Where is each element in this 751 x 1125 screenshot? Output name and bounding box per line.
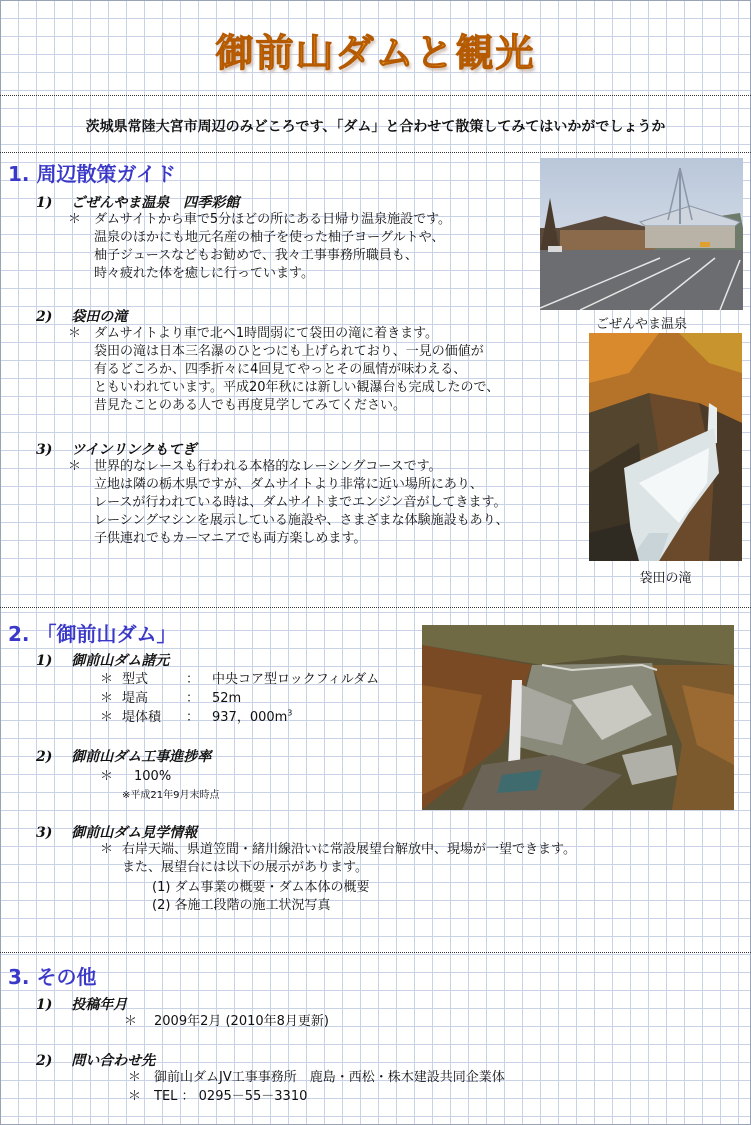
- spec-row-height: [100, 687, 241, 706]
- spec-value: 52m: [212, 691, 242, 706]
- bullet-asterisk: ＊: [68, 212, 82, 227]
- bullet-asterisk: ＊: [68, 459, 82, 474]
- section1-item3-heading: [36, 439, 196, 459]
- item-number: 1): [36, 653, 53, 669]
- spec-value: 937，000m: [212, 710, 288, 725]
- section3-item1-heading: [36, 994, 127, 1014]
- bullet-asterisk: ＊: [100, 691, 114, 706]
- bullet-asterisk: ＊: [68, 326, 82, 341]
- body-line: レーシングマシンを展示している施設や、さまざまな体験施設もあり、: [94, 513, 509, 528]
- posted-date: 2009年2月 (2010年8月更新): [154, 1014, 329, 1029]
- item-heading: 投稿年月: [71, 997, 128, 1013]
- body-line: 有るどころか、四季折々に4回見てやっとその風情が味わえる、: [94, 362, 467, 377]
- item-heading: 御前山ダム見学情報: [71, 825, 198, 841]
- section2-item2-heading: [36, 746, 211, 766]
- contact-office: 御前山ダムJV工事事務所 鹿島・西松・株木建設共同企業体: [154, 1070, 505, 1085]
- bullet-asterisk: ＊: [128, 1070, 142, 1085]
- spec-label: 堤高: [122, 691, 149, 706]
- body-line: ともいわれています。平成20年秋には新しい観瀑台も完成したので、: [94, 380, 500, 395]
- divider: [0, 607, 751, 608]
- dam-photo: [422, 625, 734, 810]
- body-line: 袋田の滝は日本三名瀑のひとつにも上げられており、一見の価値が: [94, 344, 484, 359]
- body-line: また、展望台には以下の展示があります。: [122, 860, 368, 875]
- bullet-asterisk: ＊: [128, 1089, 142, 1104]
- item-number: 3): [36, 825, 53, 841]
- section1-item1-heading: [36, 192, 239, 212]
- spec-separator: ：: [186, 672, 200, 687]
- item-heading: 御前山ダム工事進捗率: [71, 749, 212, 765]
- body-line: ダムサイトから車で5分ほどの所にある日帰り温泉施設です。: [94, 212, 452, 227]
- section1-item1-body: [94, 211, 451, 283]
- section3-title: 3. その他: [8, 965, 97, 989]
- exhibit-item: (2) 各施工段階の施工状況写真: [152, 898, 331, 913]
- section3-item2-heading: [36, 1050, 155, 1070]
- item-number: 2): [36, 749, 53, 765]
- body-line: 温泉のほかにも地元名産の柚子を使った柚子ヨーグルトや、: [94, 230, 445, 245]
- section2-title: 2. 「御前山ダム」: [8, 622, 177, 646]
- spec-value: 中央コア型ロックフィルダム: [212, 672, 380, 687]
- spec-separator: ：: [186, 691, 200, 706]
- body-line: 子供連れでもカーマニアでも両方楽しめます。: [94, 531, 367, 546]
- section1-title: 1. 周辺散策ガイド: [8, 162, 176, 186]
- item-number: 1): [36, 997, 53, 1013]
- section1-item2-body: [94, 325, 499, 415]
- progress-note: ※平成21年9月末時点: [122, 790, 220, 801]
- item-number: 2): [36, 1053, 53, 1069]
- section2-item1-heading: [36, 650, 169, 670]
- bullet-asterisk: ＊: [100, 769, 114, 784]
- divider: [0, 952, 751, 953]
- body-line: 柚子ジュースなどもお勧めで、我々工事事務所職員も、: [94, 248, 418, 263]
- body-line: 世界的なレースも行われる本格的なレーシングコースです。: [94, 459, 442, 474]
- item-number: 1): [36, 195, 53, 211]
- onsen-photo-caption: ごぜんやま温泉: [595, 317, 687, 332]
- spec-separator: ：: [186, 710, 200, 725]
- item-heading: ごぜんやま温泉 四季彩館: [71, 195, 240, 211]
- superscript: 3: [287, 708, 293, 718]
- waterfall-photo: [589, 333, 742, 561]
- waterfall-photo-caption: 袋田の滝: [639, 571, 692, 586]
- spec-row-type: [100, 668, 379, 687]
- section2-item3-heading: [36, 822, 197, 842]
- body-line: 昔見たことのある人でも再度見学してみてください。: [94, 398, 407, 413]
- item-heading: 問い合わせ先: [71, 1053, 156, 1069]
- bullet-asterisk: ＊: [100, 710, 114, 725]
- body-line: レースが行われている時は、ダムサイトまでエンジン音がしてきます。: [94, 495, 507, 510]
- exhibit-list: [152, 879, 370, 915]
- item-number: 3): [36, 442, 53, 458]
- onsen-photo: [540, 158, 743, 310]
- spec-label: 堤体積: [122, 710, 162, 725]
- item-heading: 御前山ダム諸元: [71, 653, 170, 669]
- bullet-asterisk: ＊: [100, 672, 114, 687]
- body-line: 右岸天端、県道笠間・緒川線沿いに常設展望台解放中、現場が一望できます。: [122, 842, 576, 857]
- section2-item3-body: [122, 841, 576, 877]
- divider: [0, 95, 751, 96]
- section1-item3-body: [94, 458, 509, 548]
- exhibit-item: (1) ダム事業の概要・ダム本体の概要: [152, 880, 370, 895]
- progress-value: 100%: [134, 769, 172, 784]
- spec-label: 型式: [122, 672, 149, 687]
- item-heading: 袋田の滝: [71, 309, 128, 325]
- section1-item2-heading: [36, 306, 127, 326]
- item-heading: ツインリンクもてぎ: [71, 442, 197, 458]
- bullet-asterisk: ＊: [124, 1014, 138, 1029]
- contact-phone: TEL ： 0295－55－3310: [154, 1089, 308, 1104]
- body-line: 時々疲れた体を癒しに行っています。: [94, 266, 314, 281]
- divider: [0, 152, 751, 153]
- body-line: 立地は隣の栃木県ですが、ダムサイトより非常に近い場所にあり、: [94, 477, 483, 492]
- body-line: ダムサイトより車で北へ1時間弱にて袋田の滝に着きます。: [94, 326, 439, 341]
- progress-row: [100, 765, 171, 784]
- page-title: 御前山ダムと観光: [215, 31, 536, 75]
- bullet-asterisk: ＊: [100, 842, 114, 857]
- item-number: 2): [36, 309, 53, 325]
- intro-text: 茨城県常陸大宮市周辺のみどころです、「ダム」と合わせて散策してみてはいかがでしょうか: [85, 119, 666, 135]
- spec-row-volume: [100, 706, 292, 725]
